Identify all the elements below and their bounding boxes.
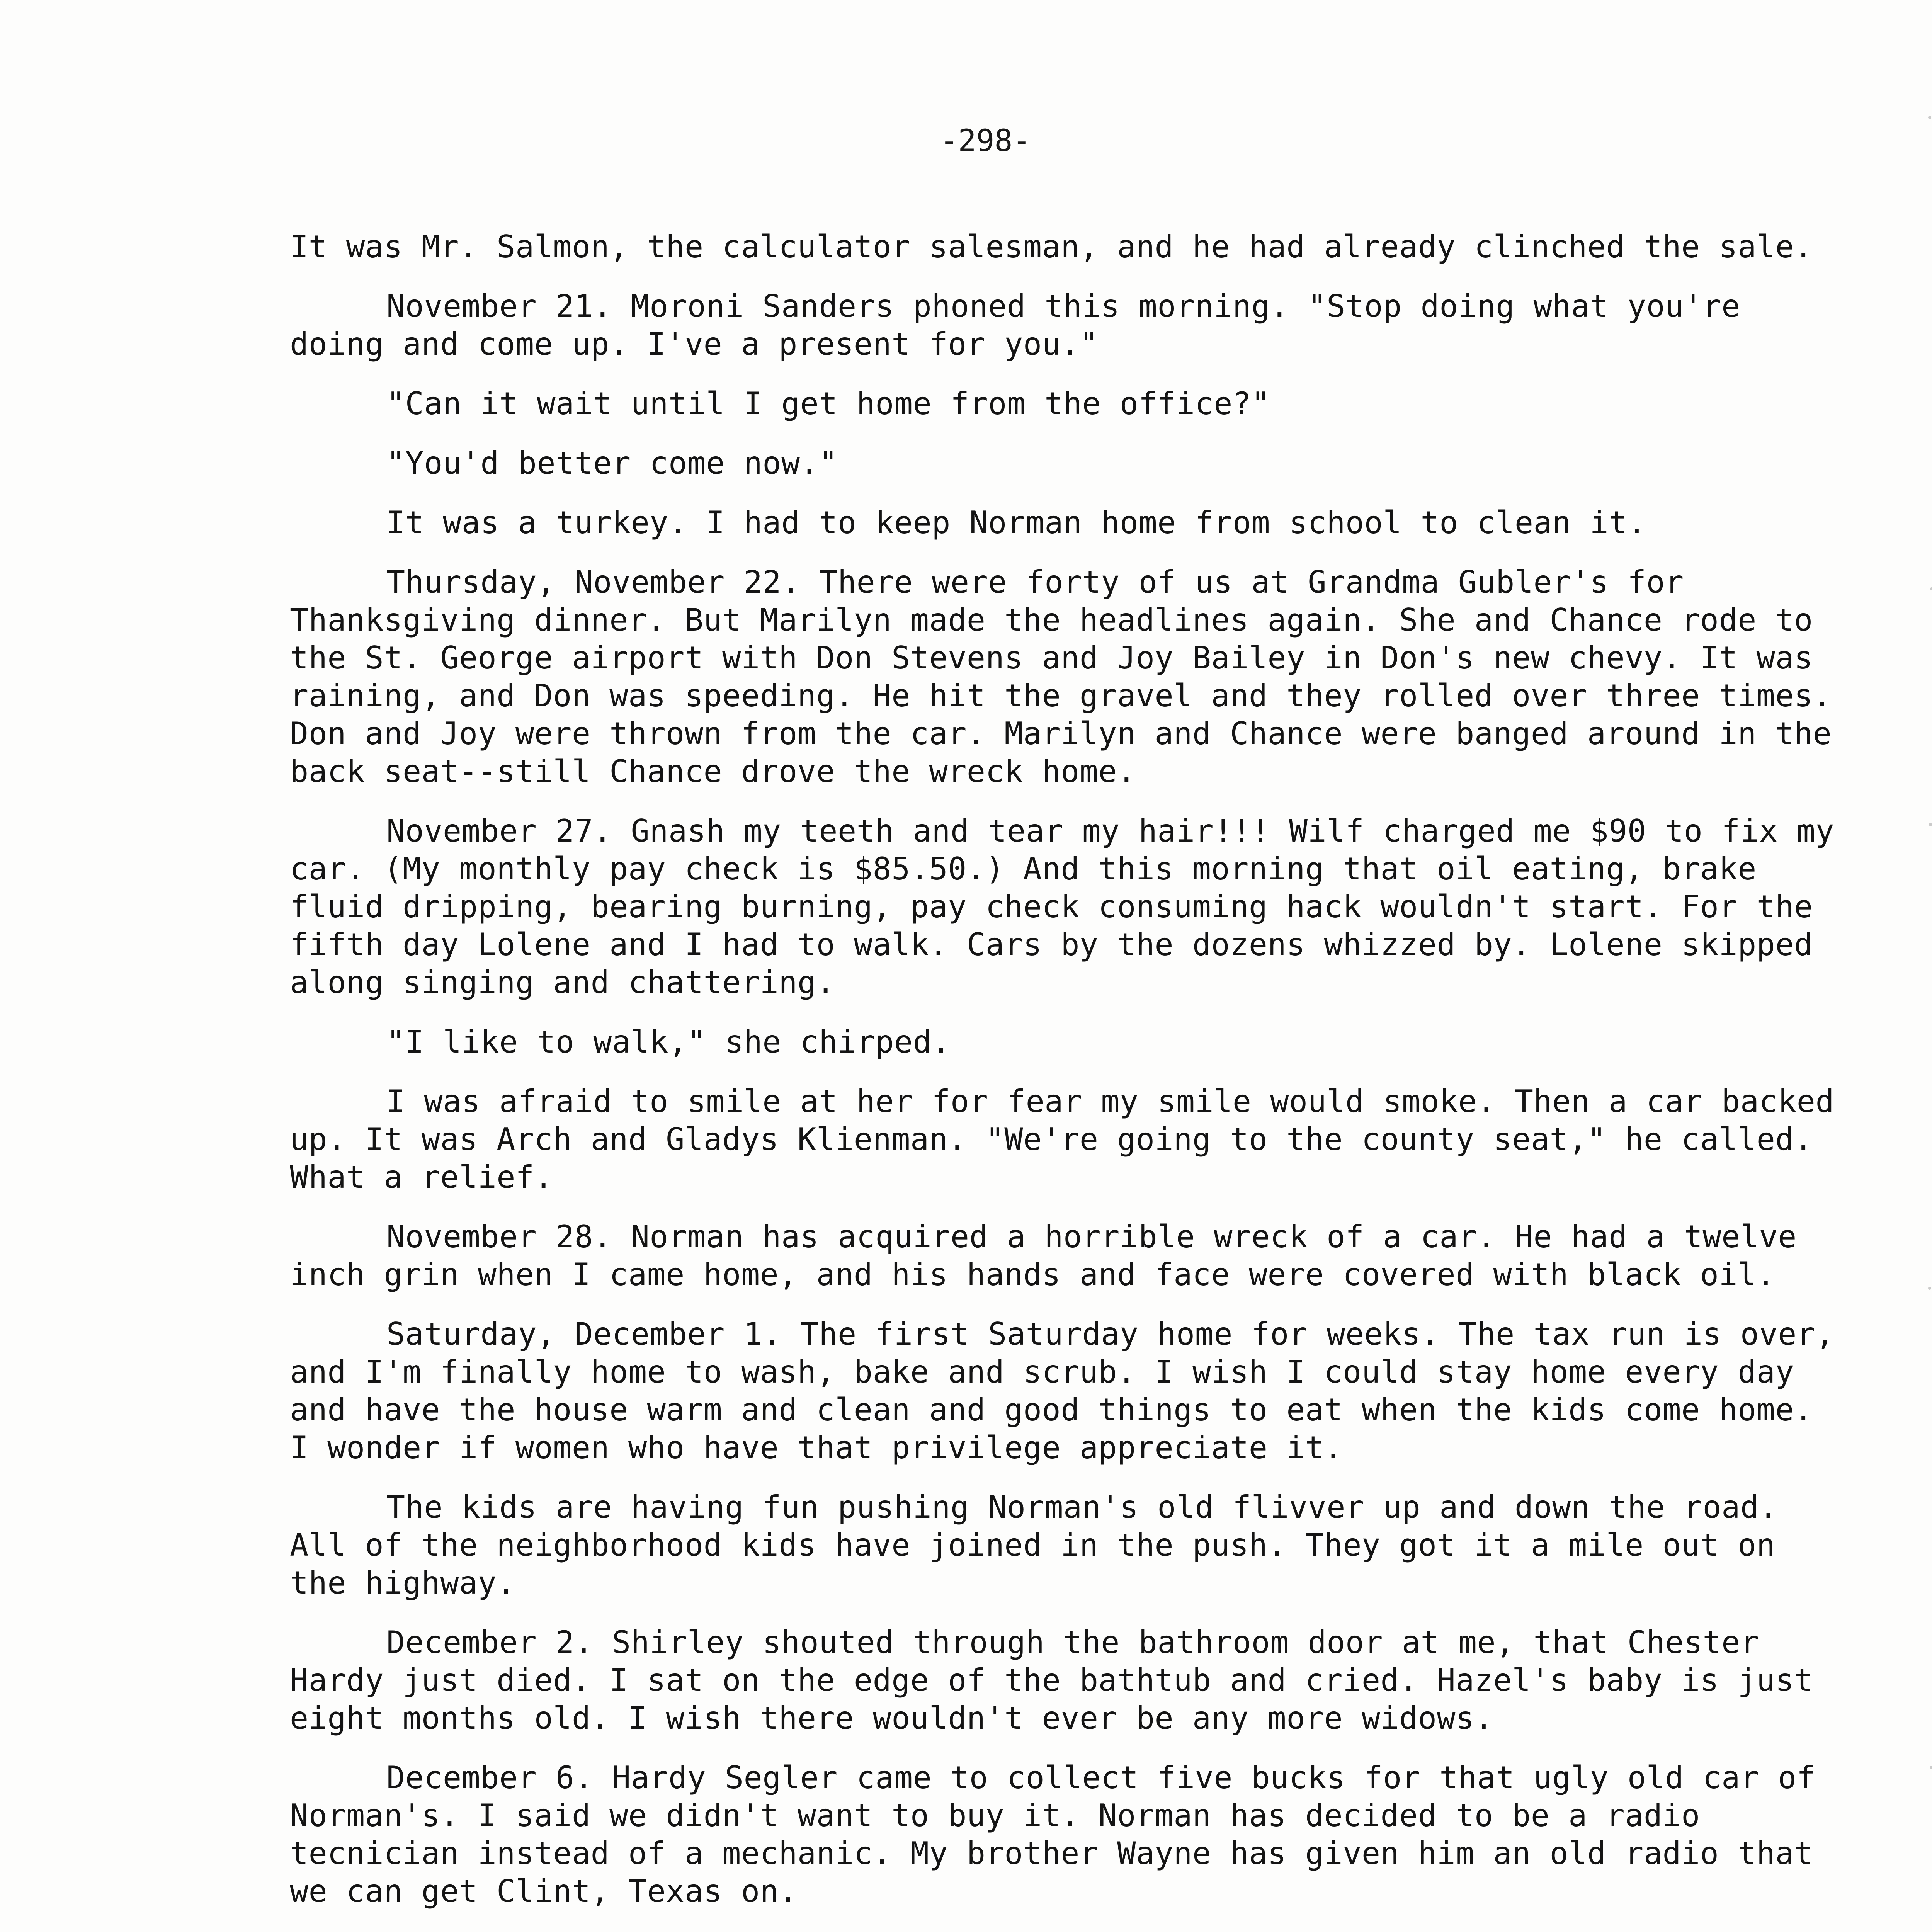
paragraph: "I like to walk," she chirped.: [386, 1024, 951, 1060]
paragraph: Thursday, November 22. There were forty of us at Grandma Gubler's for Thanksgiving dinner. But Marilyn made the headlines again. She and Chance rode to the St. George airport with Don Stevens and Joy Bailey in Don's new chevy. It was raining, and Don was speeding. He hit the gravel and they rolled over three times. Don and Joy were thrown from the car. Marilyn and Chance were banged around in the back seat--still Chance drove the wreck home.: [290, 564, 1832, 789]
paragraph: November 28. Norman has acquired a horrible wreck of a car. He had a twelve inch grin when I came home, and his hands and face were covered with black oil.: [290, 1219, 1797, 1293]
paragraph: December 2. Shirley shouted through the bathroom door at me, that Chester Hardy just died. I sat on the edge of the bathtub and cried. Hazel's baby is just eight months old. I wish there wouldn't ever be any more widows.: [290, 1624, 1813, 1736]
scan-speck: [1930, 1766, 1932, 1769]
paragraph: The kids are having fun pushing Norman's old flivver up and down the road. All of the neighborhood kids have joined in the push. They got it a mile out on the highway.: [290, 1489, 1778, 1601]
paragraph: "You'd better come now.": [386, 445, 838, 481]
paragraph: November 27. Gnash my teeth and tear my hair!!! Wilf charged me $90 to fix my car. (My monthly pay check is $85.50.) And this morning that oil eating, brake fluid dripping, bearing burning, pay check consuming hack wouldn't start. For the fifth day Lolene and I had to walk. Cars by the dozens whizzed by. Lolene skipped along singing and chattering.: [290, 813, 1835, 1000]
scan-speck: [1928, 116, 1931, 119]
paragraph: December 6. Hardy Segler came to collect five bucks for that ugly old car of Norman's. I said we didn't want to buy it. Norman has decided to be a radio tecnician instead of a mechanic. My brother Wayne has given him an old radio that we can get Clint, Texas on.: [290, 1760, 1816, 1909]
scan-speck: [1930, 587, 1932, 590]
scan-speck: [1929, 823, 1932, 826]
paragraph: "Can it wait until I get home from the office?": [386, 386, 1270, 422]
paragraph: It was Mr. Salmon, the calculator salesman, and he had already clinched the sale.: [290, 229, 1813, 265]
paragraph: November 21. Moroni Sanders phoned this morning. "Stop doing what you're doing and come up. I've a present for you.": [290, 288, 1740, 362]
paragraph: It was a turkey. I had to keep Norman home from school to clean it.: [386, 505, 1646, 541]
paragraph: I was afraid to smile at her for fear my smile would smoke. Then a car backed up. It was Arch and Gladys Klienman. "We're going to the county seat," he called. What a relief.: [290, 1083, 1835, 1195]
document-body: [290, 228, 1835, 1932]
paragraph: Saturday, December 1. The first Saturday home for weeks. The tax run is over, and I'm finally home to wash, bake and scrub. I wish I could stay home every day and have the house warm and clean and good things to eat when the kids come home. I wonder if women who have that privilege appreciate it.: [290, 1316, 1835, 1466]
scan-speck: [1928, 1287, 1931, 1290]
page-number: -298-: [940, 124, 1031, 158]
